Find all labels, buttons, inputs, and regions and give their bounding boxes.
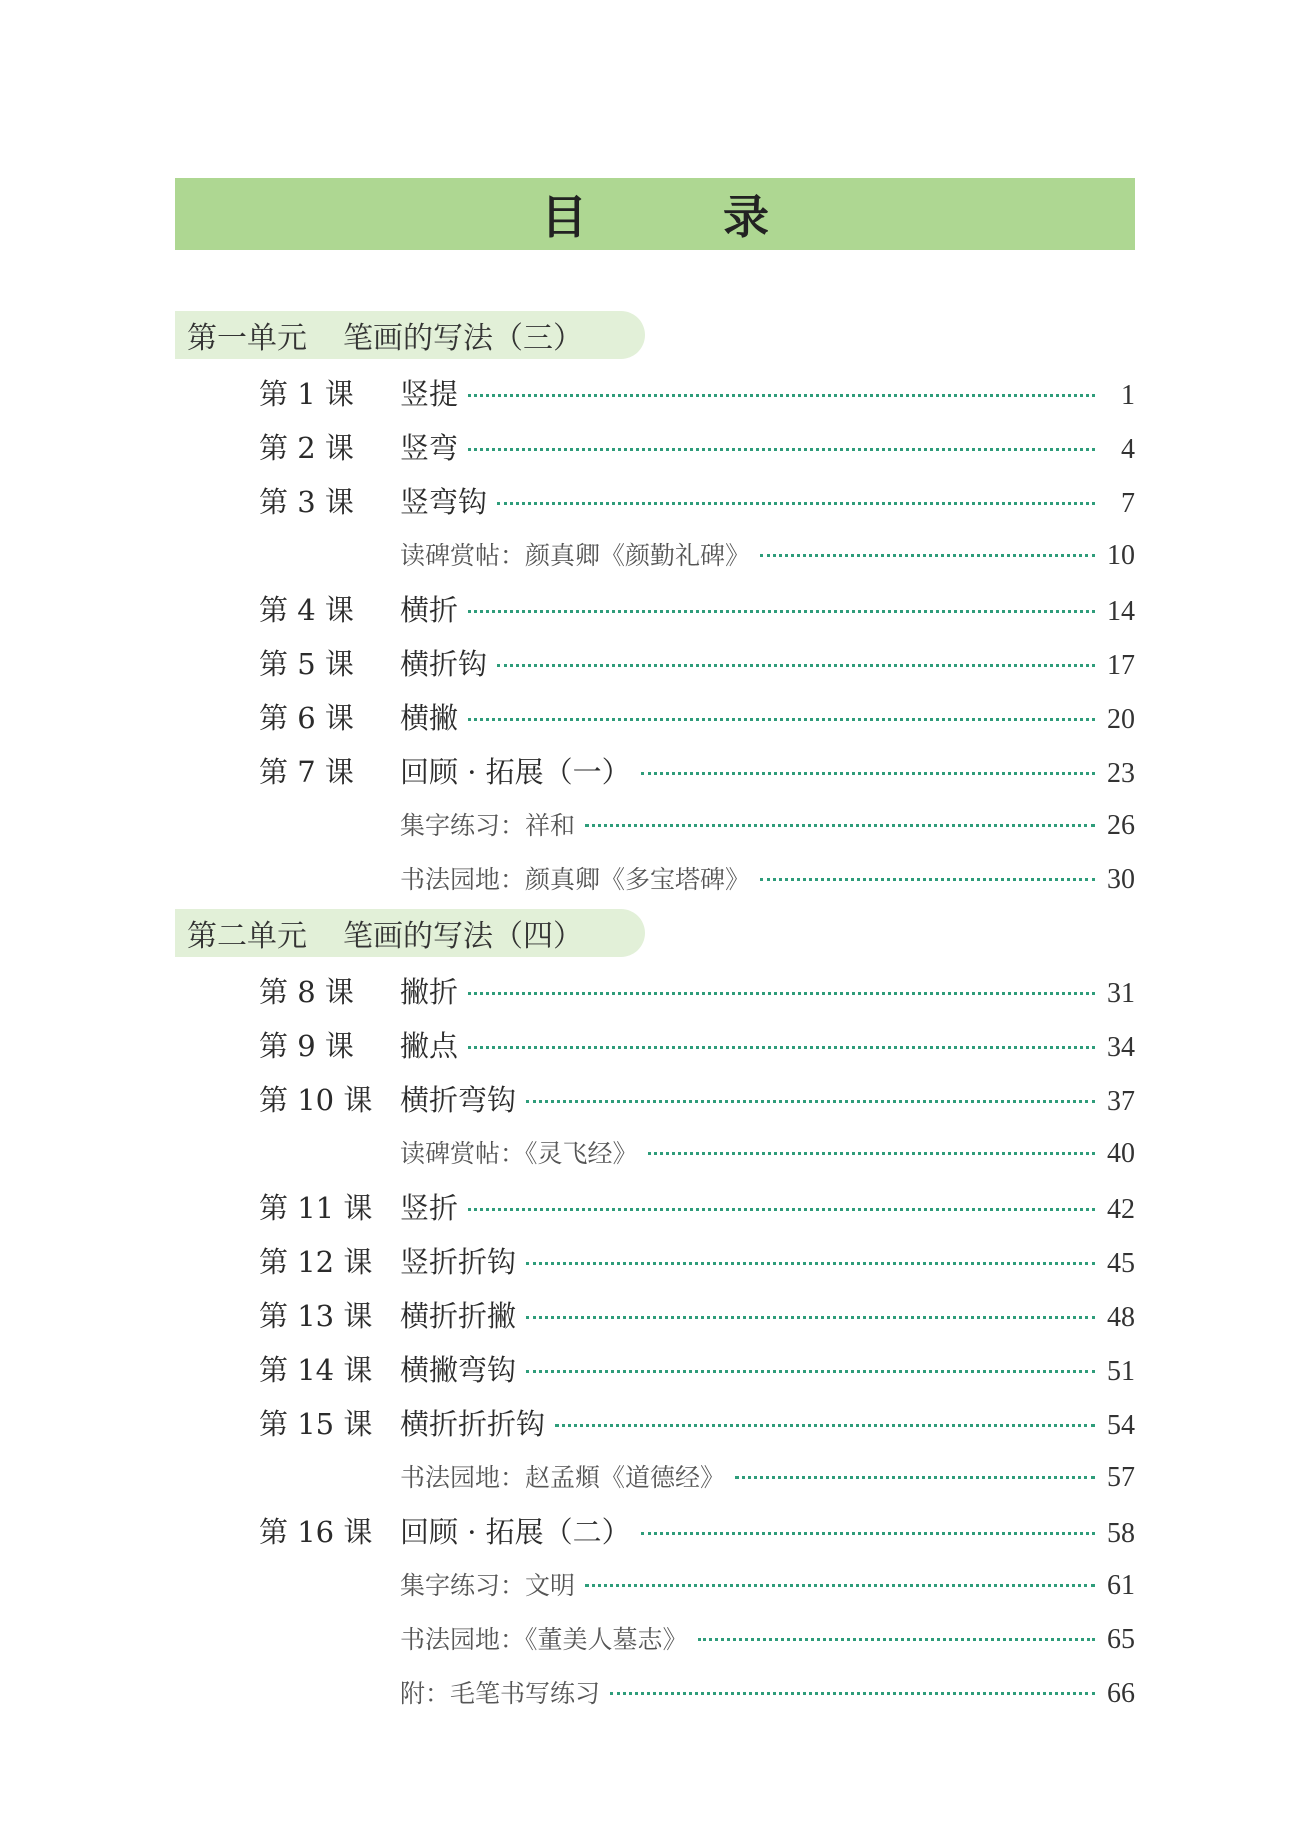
entry-line [400,750,1135,791]
toc-entry[interactable] [175,1395,1135,1449]
toc-entry[interactable] [175,419,1135,473]
toc-entry[interactable] [175,851,1135,905]
toc-entry[interactable] [175,1665,1135,1719]
page-number: 37 [1107,1085,1135,1117]
dot-leader [585,824,1095,827]
entry-line [400,1186,1135,1227]
page-number: 61 [1107,1570,1135,1601]
lesson-number: 第 1 课 [259,376,354,411]
unit-header[interactable] [175,311,645,359]
toc-entry[interactable] [175,365,1135,419]
entry-title: 读碑赏帖：《灵飞经》 [400,1139,638,1168]
toc-entry[interactable] [175,963,1135,1017]
page-number: 30 [1107,864,1135,895]
toc-entry[interactable] [175,1179,1135,1233]
lesson-number: 第 6 课 [259,700,354,735]
entry-title: 书法园地：赵孟頫《道德经》 [400,1463,726,1492]
page-number: 1 [1121,379,1135,411]
dot-leader [585,1584,1095,1587]
dot-leader [555,1424,1095,1427]
entry-title: 集字练习：祥和 [400,811,576,840]
page-number: 17 [1107,649,1135,681]
entry-line [400,1458,1135,1494]
dot-leader [760,554,1095,557]
entry-line [400,1078,1135,1119]
entry-title: 横折钩 [400,646,488,681]
lesson-number: 第 4 课 [259,592,354,627]
entry-line [400,696,1135,737]
entry-title: 回顾 · 拓展（二） [400,1514,631,1549]
page-number: 54 [1107,1409,1135,1441]
entry-line [400,536,1135,572]
entry-title: 读碑赏帖：颜真卿《颜勤礼碑》 [400,541,751,570]
entry-line [400,1402,1135,1443]
page-number: 45 [1107,1247,1135,1279]
lesson-number: 第 11 课 [259,1190,373,1225]
entry-line [400,426,1135,467]
entry-title: 竖提 [400,376,459,411]
lesson-number: 第 15 课 [259,1406,373,1441]
page-number: 20 [1107,703,1135,735]
toc-entry[interactable] [175,527,1135,581]
page-title: 目 录 [540,190,829,244]
entry-title: 竖折 [400,1190,459,1225]
lesson-number: 第 16 课 [259,1514,373,1549]
unit-header[interactable] [175,909,645,957]
dot-leader [735,1476,1095,1479]
lesson-number: 第 2 课 [259,430,354,465]
entry-title: 撇点 [400,1028,459,1063]
lesson-number: 第 10 课 [259,1082,373,1117]
toc-entry[interactable] [175,635,1135,689]
entry-line [400,970,1135,1011]
lesson-number: 第 9 课 [259,1028,354,1063]
entry-title: 横撇弯钩 [400,1352,517,1387]
entry-title: 横折 [400,592,459,627]
unit-group [175,909,1135,1719]
dot-leader [497,502,1095,505]
page-number: 57 [1107,1462,1135,1493]
page-number: 10 [1107,540,1135,571]
dot-leader [468,1046,1095,1049]
entry-line [400,1348,1135,1389]
entry-title: 附：毛笔书写练习 [400,1679,601,1708]
unit-name: 第二单元 [187,919,307,954]
page-number: 42 [1107,1193,1135,1225]
dot-leader [648,1152,1095,1155]
toc-entry[interactable] [175,581,1135,635]
page-number: 51 [1107,1355,1135,1387]
dot-leader [497,664,1095,667]
dot-leader [468,992,1095,995]
entry-line [400,1134,1135,1170]
toc-entry[interactable] [175,1557,1135,1611]
entry-line [400,1510,1135,1551]
entry-line [400,1674,1135,1710]
toc-entry[interactable] [175,1611,1135,1665]
dot-leader [468,1208,1095,1211]
page-number: 66 [1107,1678,1135,1709]
dot-leader [468,448,1095,451]
toc-entry[interactable] [175,797,1135,851]
toc-entry[interactable] [175,1017,1135,1071]
table-of-contents [175,311,1135,1723]
dot-leader [610,1692,1095,1695]
entry-title: 竖弯 [400,430,459,465]
toc-entry[interactable] [175,1341,1135,1395]
entry-line [400,642,1135,683]
page-number: 14 [1107,595,1135,627]
lesson-number: 第 3 课 [259,484,354,519]
dot-leader [760,878,1095,881]
toc-entry[interactable] [175,1287,1135,1341]
entry-title: 回顾 · 拓展（一） [400,754,631,789]
toc-entry[interactable] [175,1449,1135,1503]
toc-title-bar [175,178,1135,250]
dot-leader [468,394,1095,397]
dot-leader [698,1638,1095,1641]
entry-title: 横折折折钩 [400,1406,546,1441]
lesson-number: 第 13 课 [259,1298,373,1333]
toc-entry[interactable] [175,1233,1135,1287]
page-number: 40 [1107,1138,1135,1169]
unit-subtitle: 笔画的写法（四） [343,919,583,954]
toc-entry[interactable] [175,473,1135,527]
lesson-number: 第 8 课 [259,974,354,1009]
page-number: 4 [1121,433,1135,465]
toc-entry[interactable] [175,1125,1135,1179]
dot-leader [468,718,1095,721]
lesson-number: 第 5 课 [259,646,354,681]
entry-line [400,1620,1135,1656]
entry-title: 书法园地：《董美人墓志》 [400,1625,688,1654]
entry-line [400,372,1135,413]
unit-group [175,311,1135,905]
unit-name: 第一单元 [187,321,307,356]
entry-line [400,860,1135,896]
dot-leader [526,1370,1095,1373]
entry-line [400,588,1135,629]
toc-entry[interactable] [175,1503,1135,1557]
entry-line [400,480,1135,521]
entry-title: 书法园地：颜真卿《多宝塔碑》 [400,865,751,894]
page-number: 7 [1121,487,1135,519]
page-number: 23 [1107,757,1135,789]
lesson-number: 第 7 课 [259,754,354,789]
page-number: 48 [1107,1301,1135,1333]
entry-title: 竖弯钩 [400,484,488,519]
entry-title: 横折折撇 [400,1298,517,1333]
entry-line [400,1566,1135,1602]
dot-leader [641,772,1095,775]
toc-entry[interactable] [175,1071,1135,1125]
unit-subtitle: 笔画的写法（三） [343,321,583,356]
page-number: 58 [1107,1517,1135,1549]
entry-title: 集字练习：文明 [400,1571,576,1600]
toc-entry[interactable] [175,689,1135,743]
dot-leader [641,1532,1095,1535]
entry-title: 竖折折钩 [400,1244,517,1279]
dot-leader [526,1262,1095,1265]
entry-line [400,1240,1135,1281]
page-number: 34 [1107,1031,1135,1063]
entry-line [400,806,1135,842]
toc-entry[interactable] [175,743,1135,797]
entry-title: 撇折 [400,974,459,1009]
lesson-number: 第 12 课 [259,1244,373,1279]
page-number: 26 [1107,810,1135,841]
page-number: 65 [1107,1624,1135,1655]
dot-leader [526,1316,1095,1319]
dot-leader [468,610,1095,613]
entry-title: 横撇 [400,700,459,735]
page-number: 31 [1107,977,1135,1009]
entry-line [400,1024,1135,1065]
dot-leader [526,1100,1095,1103]
entry-line [400,1294,1135,1335]
entry-title: 横折弯钩 [400,1082,517,1117]
lesson-number: 第 14 课 [259,1352,373,1387]
